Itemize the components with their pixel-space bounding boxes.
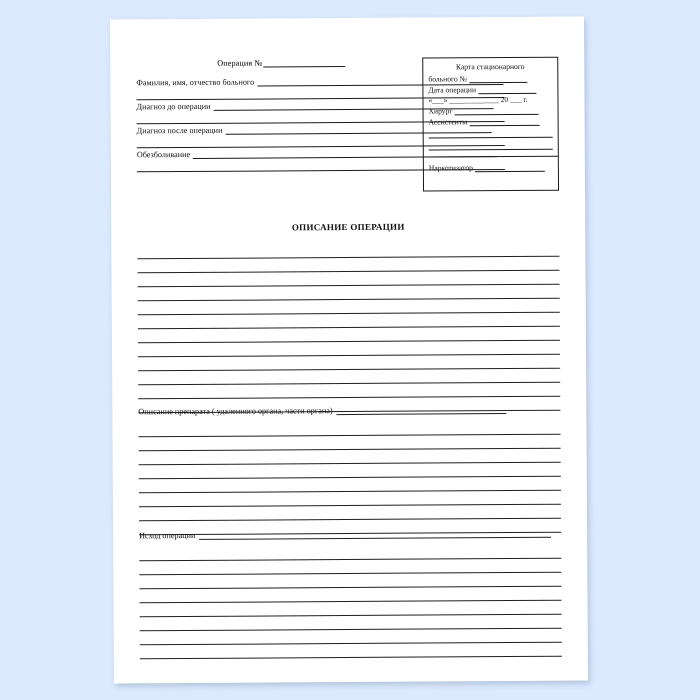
operation-number-row [136, 58, 416, 69]
card-row-surgeon [429, 105, 553, 116]
card-row-surgeon-label: Хирург [428, 106, 453, 116]
hospital-card-title-line1: Карта стационарного [455, 61, 525, 72]
field-patient-name-label: Фамилия, имя, отчество больного [136, 77, 255, 88]
card-row-assistants-blank[interactable] [469, 116, 539, 126]
card-row-anesthetist-blank[interactable] [475, 162, 545, 172]
document-sheet [110, 17, 588, 684]
card-row-anesthetist-label: Наркотизатор [428, 163, 473, 173]
card-row-assistants [429, 116, 553, 127]
hospital-card [422, 57, 559, 192]
operation-outcome-blank[interactable] [199, 527, 551, 540]
specimen-description-row [138, 403, 560, 417]
card-divider [424, 156, 558, 158]
specimen-description-label: Описание препарата ( удаленного органа, части органа) [138, 406, 333, 417]
operation-number-label: Операция № [217, 58, 263, 68]
operation-number-blank[interactable] [263, 58, 345, 68]
field-diagnosis-after-label: Диагноз после операции [136, 125, 223, 136]
card-row-date-template-label[interactable]: «___» _____________ 20 ___ г. [428, 95, 528, 105]
card-row-anesthetist [429, 162, 553, 173]
hospital-card-number-label: больного № [428, 74, 467, 84]
card-row-surgeon-blank[interactable] [454, 105, 538, 116]
card-assistants-blank-3[interactable] [429, 139, 553, 151]
field-diagnosis-before-label: Диагноз до операции [136, 101, 211, 112]
card-row-date-template [428, 95, 552, 105]
operation-outcome-row [139, 527, 561, 541]
card-row-assistants-label: Ассистенты [428, 117, 468, 127]
card-assistants-blank-2[interactable] [429, 127, 553, 139]
hospital-card-number-row [428, 73, 552, 84]
operation-outcome-label: Исход операции [139, 530, 196, 541]
operation-outcome-lines [139, 545, 562, 660]
card-row-operation-date-label: Дата операции [428, 85, 477, 95]
page-content [110, 17, 588, 684]
write-line[interactable] [140, 643, 562, 660]
hospital-card-title [428, 62, 552, 72]
specimen-description-blank[interactable] [337, 403, 507, 415]
field-anesthesia-label: Обезболивание [136, 149, 191, 160]
hospital-card-number-blank[interactable] [469, 73, 527, 83]
operation-description-lines [137, 243, 560, 417]
page-title: ОПИСАНИЕ ОПЕРАЦИИ [291, 221, 405, 233]
specimen-description-lines [138, 421, 561, 536]
card-row-operation-date [428, 84, 552, 95]
card-row-operation-date-blank[interactable] [478, 84, 536, 94]
